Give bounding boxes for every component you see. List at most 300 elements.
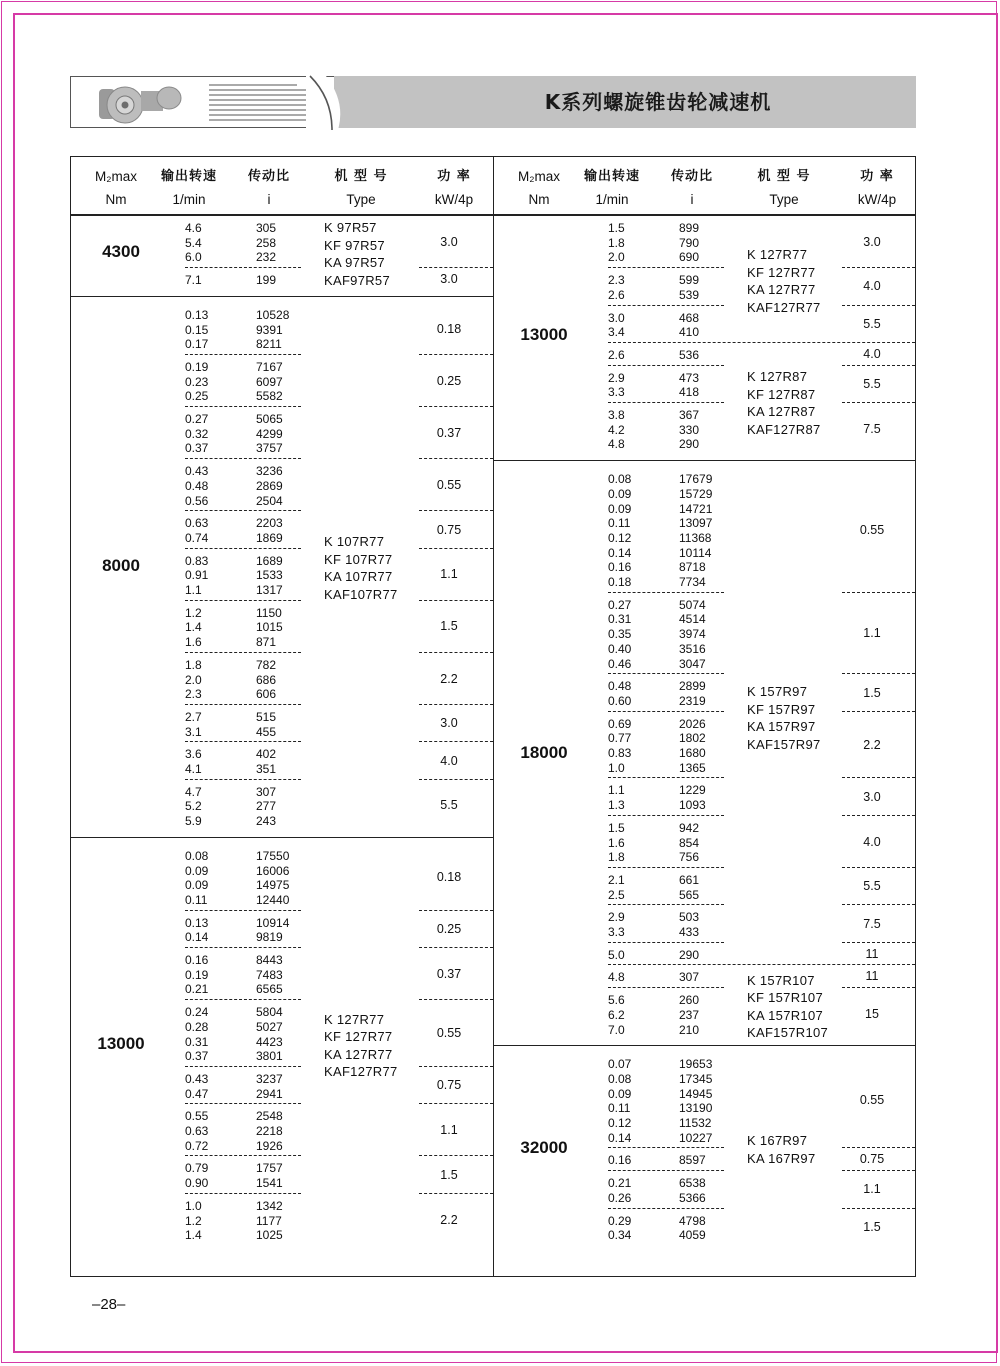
spec-table-right bbox=[493, 156, 916, 1277]
power-kw: 1.1 bbox=[863, 1182, 881, 1197]
header-power-unit: kW/4p bbox=[434, 192, 474, 207]
model-type: K 97R57 bbox=[324, 220, 377, 236]
model-type-row bbox=[71, 569, 493, 584]
power-kw: 0.55 bbox=[859, 1092, 885, 1107]
row-separator bbox=[185, 354, 301, 355]
gear-ratio: 1229 bbox=[679, 783, 706, 798]
power-kw: 0.18 bbox=[436, 869, 462, 884]
output-speed: 0.46 bbox=[608, 656, 632, 671]
output-speed: 0.14 bbox=[608, 545, 632, 560]
power-value bbox=[71, 870, 493, 885]
output-speed: 1.5 bbox=[608, 820, 625, 835]
row-separator bbox=[608, 867, 724, 868]
output-speed: 1.8 bbox=[608, 235, 625, 250]
header-power-label: 功 率 bbox=[860, 169, 894, 184]
output-speed: 0.72 bbox=[185, 1138, 209, 1153]
output-speed: 0.77 bbox=[608, 731, 632, 746]
row-separator bbox=[185, 510, 301, 511]
table-row bbox=[494, 850, 915, 865]
gear-ratio: 433 bbox=[679, 925, 700, 939]
output-speed: 0.14 bbox=[608, 1130, 632, 1145]
output-speed: 4.1 bbox=[185, 762, 202, 776]
output-speed: 3.8 bbox=[608, 408, 625, 422]
power-separator bbox=[842, 942, 915, 943]
model-type: K 157R107 bbox=[747, 972, 815, 988]
table-row bbox=[494, 546, 915, 561]
header-ratio-label: 传动比 bbox=[247, 169, 290, 184]
model-type: KAF127R77 bbox=[324, 1064, 398, 1080]
table-header bbox=[71, 157, 493, 216]
output-speed: 0.26 bbox=[608, 1190, 632, 1205]
power-kw: 0.55 bbox=[436, 477, 462, 492]
header-ratio-unit: i bbox=[267, 192, 271, 207]
output-speed: 0.15 bbox=[185, 322, 209, 337]
power-value bbox=[71, 1213, 493, 1228]
gear-ratio: 1365 bbox=[679, 760, 706, 775]
model-type-row bbox=[494, 1130, 915, 1149]
gear-ratio: 2899 bbox=[679, 679, 706, 694]
gear-ratio: 7483 bbox=[256, 967, 283, 982]
header-mmax-label: M₂max bbox=[95, 169, 137, 184]
power-separator bbox=[419, 406, 493, 407]
output-speed: 0.74 bbox=[185, 530, 209, 545]
output-speed: 0.37 bbox=[185, 441, 209, 456]
output-speed: 0.43 bbox=[185, 1071, 209, 1086]
row-separator bbox=[185, 999, 301, 1000]
power-kw: 7.5 bbox=[863, 421, 881, 436]
table-row bbox=[494, 1072, 915, 1087]
gear-ratio: 17679 bbox=[679, 472, 713, 487]
power-separator bbox=[842, 1208, 915, 1209]
gear-ratio: 6565 bbox=[256, 982, 283, 997]
power-separator bbox=[419, 1193, 493, 1194]
output-speed: 6.0 bbox=[185, 250, 202, 265]
output-speed: 0.83 bbox=[185, 553, 209, 568]
gear-ratio: 11532 bbox=[679, 1116, 712, 1130]
gear-ratio: 1317 bbox=[256, 583, 283, 597]
output-speed: 0.16 bbox=[608, 560, 632, 575]
output-speed: 5.0 bbox=[608, 947, 625, 962]
output-speed: 0.31 bbox=[185, 1034, 209, 1049]
power-separator bbox=[419, 510, 493, 511]
power-separator bbox=[419, 999, 493, 1000]
gear-ratio: 2548 bbox=[256, 1109, 283, 1124]
power-separator bbox=[842, 402, 915, 403]
row-separator bbox=[185, 1193, 301, 1194]
power-value bbox=[494, 879, 915, 894]
row-separator bbox=[185, 1103, 301, 1104]
power-value bbox=[71, 716, 493, 731]
model-type: KF 127R77 bbox=[747, 264, 816, 280]
model-type-row bbox=[494, 422, 915, 437]
table-row bbox=[494, 598, 915, 613]
row-separator bbox=[185, 406, 301, 407]
output-speed: 0.11 bbox=[608, 1101, 631, 1116]
gear-ratio: 305 bbox=[256, 221, 277, 235]
table-row bbox=[71, 687, 493, 702]
power-value bbox=[494, 523, 915, 538]
output-speed: 3.3 bbox=[608, 385, 625, 400]
output-speed: 1.3 bbox=[608, 798, 625, 813]
model-type: KAF127R87 bbox=[747, 421, 821, 437]
output-speed: 5.4 bbox=[185, 235, 202, 250]
power-kw: 1.1 bbox=[863, 626, 881, 641]
gear-ratio: 243 bbox=[256, 814, 277, 829]
header-mmax bbox=[494, 165, 584, 211]
gear-ratio: 5027 bbox=[256, 1019, 283, 1034]
gear-ratio: 3047 bbox=[679, 656, 706, 671]
output-speed: 0.11 bbox=[608, 516, 631, 531]
model-type-row bbox=[494, 973, 915, 988]
gear-ratio: 10227 bbox=[679, 1130, 713, 1145]
power-kw: 15 bbox=[865, 1006, 879, 1021]
gear-ratio: 237 bbox=[679, 1007, 700, 1022]
output-speed: 2.7 bbox=[185, 709, 202, 724]
gear-ratio: 19653 bbox=[679, 1057, 713, 1072]
output-speed: 1.1 bbox=[185, 583, 202, 597]
gear-ratio: 899 bbox=[679, 221, 700, 235]
gear-ratio: 2218 bbox=[256, 1124, 283, 1138]
output-speed: 2.6 bbox=[608, 347, 625, 362]
power-value bbox=[494, 1182, 915, 1197]
gear-ratio: 1015 bbox=[256, 620, 283, 635]
gear-ratio: 199 bbox=[256, 273, 277, 288]
header-speed bbox=[153, 165, 225, 211]
model-type-row bbox=[71, 255, 493, 270]
output-speed: 0.32 bbox=[185, 426, 209, 441]
output-speed: 0.08 bbox=[608, 472, 632, 487]
gear-ratio: 290 bbox=[679, 947, 700, 962]
model-type-row bbox=[494, 702, 915, 717]
output-speed: 0.09 bbox=[185, 863, 209, 878]
power-kw: 3.0 bbox=[440, 716, 458, 731]
output-speed: 0.18 bbox=[608, 575, 632, 589]
row-separator bbox=[608, 592, 724, 593]
gear-ratio: 8718 bbox=[679, 560, 706, 575]
model-type: K 157R97 bbox=[747, 684, 808, 700]
model-type: KA 167R97 bbox=[747, 1150, 816, 1166]
power-kw: 7.5 bbox=[863, 916, 881, 931]
output-speed: 0.25 bbox=[185, 389, 209, 404]
gear-ratio: 10528 bbox=[256, 307, 290, 322]
gear-ratio: 539 bbox=[679, 287, 700, 302]
table-row bbox=[494, 761, 915, 776]
output-speed: 3.1 bbox=[185, 724, 202, 739]
output-speed: 3.4 bbox=[608, 325, 625, 340]
power-value bbox=[71, 426, 493, 441]
output-speed: 0.09 bbox=[608, 486, 632, 501]
table-row bbox=[494, 1057, 915, 1072]
output-speed: 1.4 bbox=[185, 620, 202, 635]
model-type-row bbox=[494, 387, 915, 402]
model-type: KF 157R97 bbox=[747, 701, 816, 717]
power-value bbox=[494, 347, 915, 362]
power-kw: 3.0 bbox=[863, 234, 881, 249]
gear-ratio: 2026 bbox=[679, 716, 706, 731]
header-power bbox=[842, 165, 912, 211]
gear-reducer-icon bbox=[97, 81, 187, 125]
power-kw: 0.25 bbox=[436, 373, 462, 388]
power-separator bbox=[842, 365, 915, 366]
output-speed: 0.90 bbox=[185, 1176, 209, 1191]
gear-ratio: 6538 bbox=[679, 1176, 706, 1191]
output-speed: 0.48 bbox=[608, 679, 632, 694]
output-speed: 1.0 bbox=[608, 760, 625, 775]
model-type: KA 107R77 bbox=[324, 569, 393, 585]
power-separator bbox=[842, 1170, 915, 1171]
output-speed: 2.5 bbox=[608, 887, 625, 902]
banner-image-box bbox=[70, 76, 334, 128]
gear-ratio: 17550 bbox=[256, 848, 290, 863]
power-kw: 1.5 bbox=[863, 685, 881, 700]
power-value bbox=[71, 1168, 493, 1183]
output-speed: 0.48 bbox=[185, 478, 209, 493]
gear-ratio: 11368 bbox=[679, 530, 712, 545]
output-speed: 0.09 bbox=[608, 501, 632, 516]
gear-ratio: 8597 bbox=[679, 1153, 706, 1168]
model-type-row bbox=[494, 404, 915, 419]
model-type-row bbox=[71, 235, 493, 253]
table-row bbox=[71, 814, 493, 829]
gear-ratio: 3237 bbox=[256, 1071, 283, 1086]
row-separator bbox=[608, 673, 724, 674]
gear-ratio: 8443 bbox=[256, 953, 283, 967]
gear-ratio: 8211 bbox=[256, 337, 282, 352]
header-power-label: 功 率 bbox=[437, 169, 471, 184]
output-speed: 2.3 bbox=[185, 687, 202, 702]
row-separator bbox=[608, 904, 724, 905]
output-speed: 4.7 bbox=[185, 784, 202, 799]
table-row bbox=[494, 560, 915, 575]
gear-ratio: 1689 bbox=[256, 553, 283, 568]
header-speed-label: 输出转速 bbox=[160, 169, 217, 184]
gear-ratio: 1802 bbox=[679, 731, 706, 746]
gear-ratio: 1093 bbox=[679, 798, 706, 813]
power-kw: 11 bbox=[865, 946, 879, 961]
power-separator bbox=[842, 673, 915, 674]
power-separator bbox=[842, 592, 915, 593]
power-separator bbox=[419, 947, 493, 948]
row-separator bbox=[185, 947, 301, 948]
table-row bbox=[494, 642, 915, 657]
power-kw: 0.55 bbox=[859, 522, 885, 537]
output-speed: 2.9 bbox=[608, 910, 625, 925]
table-row bbox=[494, 472, 915, 487]
table-row bbox=[71, 849, 493, 864]
gear-ratio: 5366 bbox=[679, 1190, 706, 1205]
gear-ratio: 13097 bbox=[679, 516, 713, 531]
header-mmax-unit: Nm bbox=[105, 192, 127, 207]
header-speed-label: 输出转速 bbox=[583, 169, 640, 184]
gear-ratio: 9819 bbox=[256, 930, 283, 945]
gear-ratio: 7167 bbox=[256, 359, 283, 374]
power-separator bbox=[419, 458, 493, 459]
power-kw: 0.75 bbox=[436, 522, 462, 537]
output-speed: 0.12 bbox=[608, 1116, 632, 1130]
power-kw: 1.5 bbox=[440, 619, 458, 634]
gear-ratio: 1150 bbox=[256, 605, 282, 620]
output-speed: 0.07 bbox=[608, 1057, 632, 1072]
power-kw: 4.0 bbox=[863, 834, 881, 849]
gear-ratio: 5804 bbox=[256, 1005, 283, 1020]
gear-ratio: 10914 bbox=[256, 915, 290, 930]
power-kw: 1.5 bbox=[863, 1219, 881, 1234]
output-speed: 4.8 bbox=[608, 437, 625, 452]
gear-ratio: 790 bbox=[679, 235, 700, 250]
gear-ratio: 686 bbox=[256, 672, 277, 687]
model-type: KA 157R97 bbox=[747, 719, 816, 735]
gear-ratio: 3974 bbox=[679, 627, 706, 642]
gear-ratio: 4798 bbox=[679, 1213, 706, 1228]
output-speed: 7.0 bbox=[608, 1022, 625, 1037]
power-value bbox=[71, 754, 493, 769]
power-separator bbox=[842, 904, 915, 905]
output-speed: 1.5 bbox=[608, 221, 625, 235]
power-kw: 3.0 bbox=[440, 272, 458, 287]
table-row bbox=[71, 441, 493, 456]
model-type: KF 107R77 bbox=[324, 551, 393, 567]
output-speed: 0.17 bbox=[185, 337, 209, 352]
model-type: KAF157R97 bbox=[747, 736, 821, 752]
output-speed: 0.21 bbox=[608, 1176, 632, 1191]
model-type: KA 97R57 bbox=[324, 255, 385, 271]
page-title: K系列螺旋锥齿轮减速机 bbox=[544, 90, 772, 114]
output-speed: 0.16 bbox=[185, 953, 209, 967]
gear-ratio: 4299 bbox=[256, 426, 283, 441]
output-speed: 0.63 bbox=[185, 516, 209, 531]
gear-ratio: 1680 bbox=[679, 746, 706, 760]
model-type: KA 157R107 bbox=[747, 1007, 824, 1023]
output-speed: 0.14 bbox=[185, 930, 209, 945]
model-type: KA 127R77 bbox=[324, 1046, 393, 1062]
gear-ratio: 14975 bbox=[256, 878, 290, 893]
output-speed: 0.16 bbox=[608, 1153, 632, 1168]
power-separator bbox=[419, 741, 493, 742]
gear-ratio: 782 bbox=[256, 657, 277, 672]
output-speed: 1.4 bbox=[185, 1228, 202, 1243]
power-kw: 1.1 bbox=[440, 1123, 458, 1137]
row-separator bbox=[185, 652, 301, 653]
output-speed: 3.6 bbox=[185, 747, 202, 762]
output-speed: 1.8 bbox=[608, 850, 625, 865]
model-type-row bbox=[494, 247, 915, 262]
row-separator bbox=[608, 815, 724, 816]
gear-ratio: 307 bbox=[679, 970, 700, 985]
gear-ratio: 351 bbox=[256, 762, 277, 776]
gear-ratio: 5582 bbox=[256, 389, 283, 404]
row-separator bbox=[608, 1170, 724, 1171]
model-type-row bbox=[494, 1008, 915, 1023]
table-row bbox=[71, 337, 493, 352]
gear-ratio: 536 bbox=[679, 347, 700, 362]
output-speed: 6.2 bbox=[608, 1007, 625, 1022]
gear-ratio: 4423 bbox=[256, 1034, 283, 1049]
output-speed: 2.1 bbox=[608, 872, 625, 887]
header-type-unit: Type bbox=[769, 192, 799, 207]
gear-ratio: 1533 bbox=[256, 568, 283, 583]
header-ratio-label: 传动比 bbox=[670, 169, 713, 184]
power-kw: 5.5 bbox=[440, 798, 458, 813]
output-speed: 5.2 bbox=[185, 799, 202, 814]
page-number: –28– bbox=[92, 1296, 126, 1313]
gear-ratio: 606 bbox=[256, 687, 277, 702]
power-kw: 3.0 bbox=[440, 234, 458, 249]
page-banner bbox=[70, 76, 916, 130]
output-speed: 2.9 bbox=[608, 370, 625, 385]
row-separator bbox=[185, 704, 301, 705]
gear-ratio: 690 bbox=[679, 250, 700, 265]
model-type-row bbox=[71, 1064, 493, 1079]
model-type-row bbox=[494, 1151, 915, 1166]
power-kw: 5.5 bbox=[863, 879, 881, 894]
output-speed: 3.0 bbox=[608, 310, 625, 325]
output-speed: 0.28 bbox=[185, 1019, 209, 1034]
header-type-label: 机 型 号 bbox=[757, 169, 811, 184]
model-type: KAF157R107 bbox=[747, 1025, 829, 1041]
output-speed: 0.19 bbox=[185, 359, 209, 374]
output-speed: 4.8 bbox=[608, 970, 625, 985]
model-type: KAF127R77 bbox=[747, 299, 821, 315]
model-type: KAF107R77 bbox=[324, 586, 398, 602]
row-separator-full bbox=[608, 964, 915, 965]
row-separator bbox=[608, 402, 724, 403]
gear-ratio: 756 bbox=[679, 850, 700, 865]
gear-ratio: 1926 bbox=[256, 1138, 283, 1153]
power-value bbox=[71, 672, 493, 687]
row-separator bbox=[185, 779, 301, 780]
gear-ratio: 1541 bbox=[256, 1176, 283, 1191]
gear-ratio: 565 bbox=[679, 887, 700, 902]
power-separator bbox=[842, 867, 915, 868]
gear-ratio: 277 bbox=[256, 799, 277, 814]
gear-ratio: 367 bbox=[679, 408, 700, 422]
gear-ratio: 2319 bbox=[679, 693, 706, 708]
gear-ratio: 307 bbox=[256, 784, 277, 799]
spec-table-left bbox=[70, 156, 494, 1277]
output-speed: 1.8 bbox=[185, 657, 202, 672]
header-speed-unit: 1/min bbox=[172, 192, 206, 207]
model-type: KF 127R77 bbox=[324, 1029, 393, 1045]
power-kw: 0.18 bbox=[436, 321, 462, 336]
output-speed: 1.1 bbox=[608, 783, 625, 798]
header-type bbox=[319, 165, 403, 211]
table-row bbox=[71, 1139, 493, 1154]
model-type-row bbox=[494, 265, 915, 280]
row-separator bbox=[608, 942, 724, 943]
model-type-row bbox=[494, 282, 915, 297]
power-value bbox=[494, 947, 915, 962]
gear-ratio: 17345 bbox=[679, 1071, 713, 1086]
output-speed: 1.6 bbox=[185, 635, 202, 650]
output-speed: 0.09 bbox=[185, 878, 209, 893]
power-separator bbox=[419, 910, 493, 911]
output-speed: 0.24 bbox=[185, 1005, 209, 1020]
power-value bbox=[494, 835, 915, 850]
gear-ratio: 418 bbox=[679, 385, 700, 400]
power-kw: 0.37 bbox=[436, 425, 462, 440]
power-separator bbox=[419, 652, 493, 653]
output-speed: 0.27 bbox=[185, 412, 209, 426]
power-value bbox=[71, 478, 493, 493]
power-kw: 3.0 bbox=[863, 789, 881, 804]
gear-ratio: 3757 bbox=[256, 441, 283, 456]
model-type-row bbox=[494, 990, 915, 1005]
gear-ratio: 515 bbox=[256, 709, 277, 724]
model-type-row bbox=[494, 716, 915, 735]
header-mmax-unit: Nm bbox=[528, 192, 550, 207]
row-separator bbox=[185, 741, 301, 742]
output-speed: 0.11 bbox=[185, 892, 208, 907]
